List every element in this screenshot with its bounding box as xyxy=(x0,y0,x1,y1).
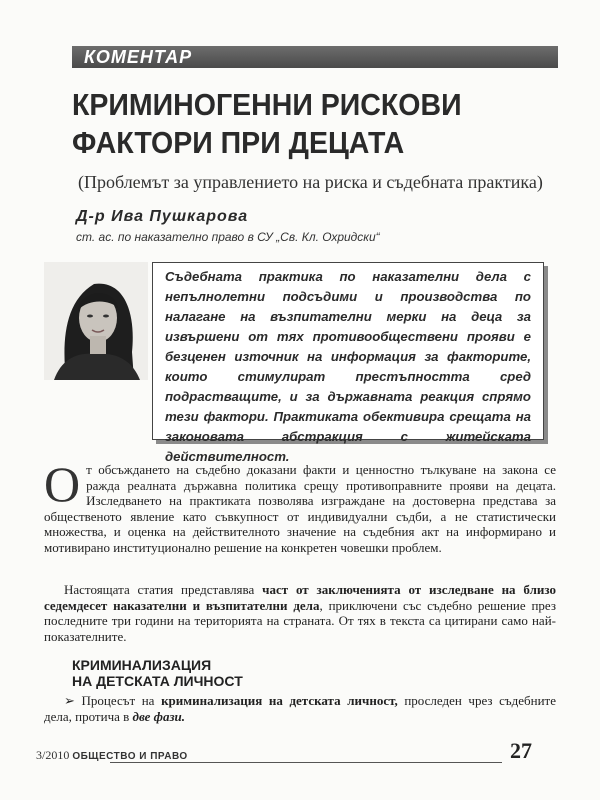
paragraph-scope-emphasis: част от заключенията от изследване на близо седемдесет наказателни и възпитателни дела xyxy=(44,582,556,613)
footer-issue-info xyxy=(36,748,188,763)
page-number: 27 xyxy=(510,738,532,763)
title-line-2: ФАКТОРИ ПРИ ДЕЦАТА xyxy=(72,125,405,160)
paragraph-scope-text-1: Настоящата статия представлява xyxy=(64,582,263,597)
author-portrait xyxy=(44,262,148,380)
paragraph-process-emphasis-italic: две фази. xyxy=(132,708,185,724)
bullet-arrow-icon: ➢ xyxy=(64,693,75,708)
author-affiliation: ст. ас. по наказателно право в СУ „Св. Кл. Охридски“ xyxy=(76,230,380,244)
section-bar xyxy=(72,46,558,68)
paragraph-intro-text: т обсъждането на съдебно доказани факти и ценностно тълкуване на закона се ражда реалната държавна политика срещу противоправните прояви на децата. Изследването на практиката позволява изграждане на достоверна представа за общественото явление като съвкупност от индивидуални съдби, а не статистически множества, и оценка на действителното значение на съдебния акт на информирано и мотивирано институционално решение на конкретен човешки проблем. xyxy=(44,462,556,555)
footer-journal: ОБЩЕСТВО И ПРАВО xyxy=(72,751,188,762)
abstract-box xyxy=(152,262,544,464)
article-title xyxy=(72,86,514,162)
section-heading-line-2: НА ДЕТСКАТА ЛИЧНОСТ xyxy=(72,673,243,689)
paragraph-scope-text-2: , приключени със съдебно решение през последните три години на територията на страната. От тях в текста са цитирани само най-показателните. xyxy=(44,597,556,644)
drop-cap: О xyxy=(44,456,81,512)
section-label: КОМЕНТАР xyxy=(84,47,193,67)
article-subtitle: (Проблемът за управлението на риска и съдебната практика) xyxy=(78,172,543,192)
paragraph-process-emphasis: криминализация на детската личност, xyxy=(161,693,398,708)
paragraph-process xyxy=(44,693,556,724)
section-heading xyxy=(72,657,243,689)
author-name: Д-р Ива Пушкарова xyxy=(76,208,249,225)
portrait-image xyxy=(44,262,148,380)
paragraph-intro xyxy=(44,456,556,555)
footer-issue: 3/2010 xyxy=(36,748,70,762)
section-heading-line-1: КРИМИНАЛИЗАЦИЯ xyxy=(72,657,212,673)
title-line-1: КРИМИНОГЕННИ РИСКОВИ xyxy=(72,87,462,122)
paragraph-scope xyxy=(44,582,556,644)
abstract-text: Съдебната практика по наказателни дела с непълнолетни подсъдими и производства по налагане на възпитателни мерки на деца за извършени от тях противообществени прояви е безценен източник на информация за факторите, които стимулират престъпността сред подрастващите, и за държавната реакция спрямо тези фактори. Практиката обективира срещата на законовата абстракция с житейската действителност. xyxy=(165,269,531,464)
footer-rule xyxy=(110,762,502,763)
paragraph-process-text-1: Процесът на xyxy=(74,693,162,708)
paragraph-process-text-2: проследен чрез съдебните дела, протича в xyxy=(44,693,556,724)
